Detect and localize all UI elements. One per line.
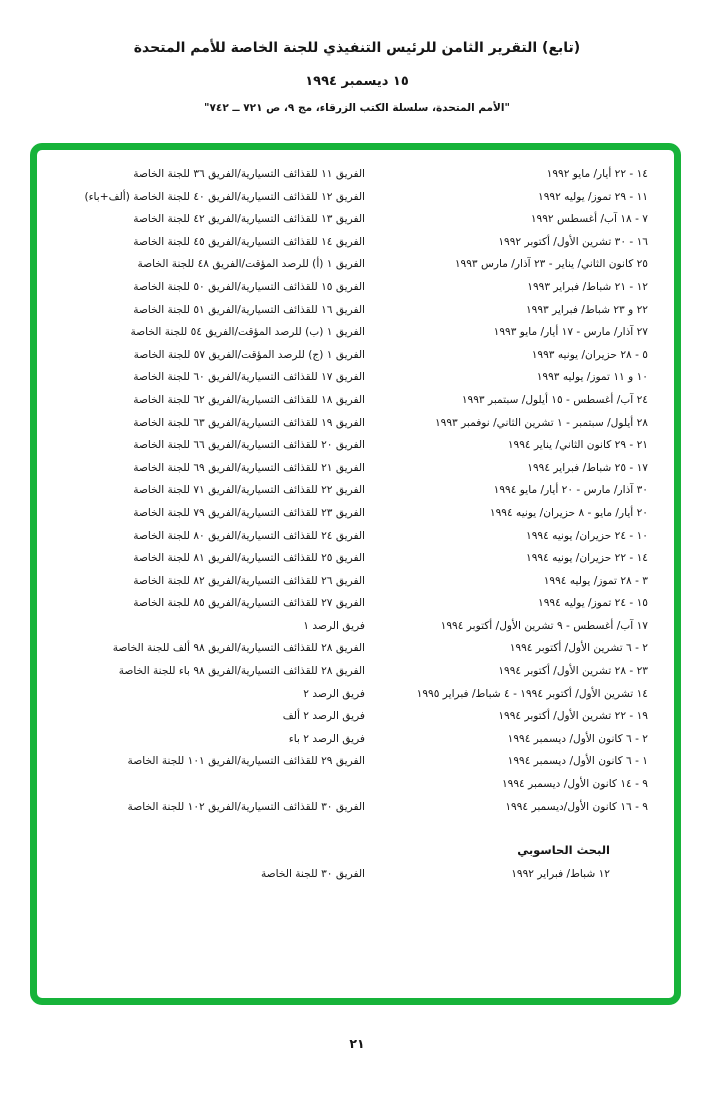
team-cell: الفريق ١٤ للقذائف التسيارية/الفريق ٤٥ للجنة الخاصة: [133, 235, 365, 248]
date-cell: ١٦ - ٣٠ تشرين الأول/ أكتوبر ١٩٩٢: [498, 235, 648, 248]
date-cell: ٢ - ٦ تشرين الأول/ أكتوبر ١٩٩٤: [509, 642, 648, 655]
content-border-box: [30, 143, 681, 1005]
table-row: [49, 637, 648, 660]
table-row: [49, 863, 648, 886]
date-cell: ١٤ - ٢٢ حزيران/ يونيه ١٩٩٤: [526, 552, 648, 565]
team-cell: الفريق ١٣ للقذائف التسيارية/الفريق ٤٢ للجنة الخاصة: [133, 213, 365, 226]
page-title: (تابع) التقرير الثامن للرئيس التنفيذي للجنة الخاصة للأمم المتحدة: [133, 40, 581, 56]
date-cell: ١٢ - ٢١ شباط/ فبراير ١٩٩٣: [527, 280, 648, 293]
report-date: ١٥ ديسمبر ١٩٩٤: [305, 73, 409, 89]
date-cell: ٢٠ أيار/ مايو - ٨ حزيران/ يونيه ١٩٩٤: [489, 506, 648, 519]
team-cell: الفريق ٢٨ للقذائف التسيارية/الفريق ٩٨ ألف للجنة الخاصة: [112, 642, 365, 655]
table-row: [49, 728, 648, 751]
inspection-teams-table: [49, 163, 648, 818]
date-cell: ١٩ - ٢٢ تشرين الأول/ أكتوبر ١٩٩٤: [498, 710, 648, 723]
team-cell: الفريق ٢٤ للقذائف التسيارية/الفريق ٨٠ للجنة الخاصة: [133, 529, 365, 542]
team-cell: فريق الرصد ٢ ألف: [282, 710, 365, 723]
table-row: [49, 796, 648, 819]
date-cell: ١٧ - ٢٥ شباط/ فبراير ١٩٩٤: [527, 461, 648, 474]
date-cell: ٢٥ كانون الثاني/ يناير - ٢٣ آذار/ مارس ١٩٩٣: [454, 258, 648, 271]
table-row: [49, 615, 648, 638]
table-row: [49, 457, 648, 480]
table-row: [49, 773, 648, 796]
date-cell: ٢ - ٦ كانون الأول/ ديسمبر ١٩٩٤: [507, 732, 648, 745]
date-cell: ٩ - ١٦ كانون الأول/ديسمبر ١٩٩٤: [505, 800, 648, 813]
table-row: [49, 186, 648, 209]
team-cell: الفريق ٢١ للقذائف التسيارية/الفريق ٦٩ للجنة الخاصة: [133, 461, 365, 474]
date-cell: ٢٨ أيلول/ سبتمبر - ١ تشرين الثاني/ نوفمبر ١٩٩٣: [434, 416, 648, 429]
date-cell: ٢١ - ٢٩ كانون الثاني/ يناير ١٩٩٤: [507, 439, 648, 452]
team-cell: الفريق ١٧ للقذائف التسيارية/الفريق ٦٠ للجنة الخاصة: [133, 371, 365, 384]
date-cell: ٢٢ و ٢٣ شباط/ فبراير ١٩٩٣: [525, 303, 648, 316]
table-row: [49, 592, 648, 615]
team-cell: الفريق ٣٠ للقذائف التسيارية/الفريق ١٠٢ للجنة الخاصة: [127, 800, 365, 813]
date-cell: ٣٠ آذار/ مارس - ٢٠ أيار/ مايو ١٩٩٤: [493, 484, 648, 497]
team-cell: الفريق ١ (ب) للرصد المؤقت/الفريق ٥٤ للجنة الخاصة: [130, 326, 365, 339]
table-row: [49, 705, 648, 728]
table-row: [49, 525, 648, 548]
team-cell: الفريق ١١ للقذائف التسيارية/الفريق ٣٦ للجنة الخاصة: [133, 168, 365, 180]
team-cell: الفريق ١٢ للقذائف التسيارية/الفريق ٤٠ للجنة الخاصة (ألف+باء): [84, 190, 365, 203]
table-row: [49, 321, 648, 344]
team-cell: الفريق ٢٠ للقذائف التسيارية/الفريق ٦٦ للجنة الخاصة: [133, 439, 365, 452]
date-cell: ١٠ و ١١ تموز/ يوليه ١٩٩٣: [536, 371, 648, 384]
table-row: [49, 479, 648, 502]
date-cell: ١٤ تشرين الأول/ أكتوبر ١٩٩٤ - ٤ شباط/ فبراير ١٩٩٥: [416, 687, 648, 700]
date-cell: ١٥ - ٢٤ تموز/ يوليه ١٩٩٤: [538, 597, 648, 610]
team-cell: الفريق ٢٨ للقذائف التسيارية/الفريق ٩٨ باء للجنة الخاصة: [118, 665, 365, 678]
team-cell: الفريق ٢٧ للقذائف التسيارية/الفريق ٨٥ للجنة الخاصة: [133, 597, 365, 610]
team-cell: الفريق ٣٠ للجنة الخاصة: [260, 868, 365, 881]
date-cell: ١٤ - ٢٢ أيار/ مايو ١٩٩٢: [546, 168, 648, 180]
team-cell: الفريق ٢٩ للقذائف التسيارية/الفريق ١٠١ للجنة الخاصة: [127, 755, 365, 768]
table-row: [49, 547, 648, 570]
date-cell: ١ - ٦ كانون الأول/ ديسمبر ١٩٩٤: [507, 755, 648, 768]
table-row: [49, 750, 648, 773]
computer-search-section-title: البحث الحاسوبي: [517, 843, 610, 858]
table-row: [49, 412, 648, 435]
team-cell: الفريق ١ (أ) للرصد المؤقت/الفريق ٤٨ للجنة الخاصة: [137, 258, 365, 271]
team-cell: الفريق ٢٥ للقذائف التسيارية/الفريق ٨١ للجنة الخاصة: [133, 552, 365, 565]
team-cell: الفريق ١٩ للقذائف التسيارية/الفريق ٦٣ للجنة الخاصة: [133, 416, 365, 429]
team-cell: الفريق ١٨ للقذائف التسيارية/الفريق ٦٢ للجنة الخاصة: [133, 393, 365, 406]
table-row: [49, 231, 648, 254]
date-cell: ٢٣ - ٢٨ تشرين الأول/ أكتوبر ١٩٩٤: [498, 665, 648, 678]
table-row: [49, 366, 648, 389]
date-cell: ١٢ شباط/ فبراير ١٩٩٢: [511, 868, 610, 881]
date-cell: ٣ - ٢٨ تموز/ يوليه ١٩٩٤: [543, 574, 648, 587]
table-row: [49, 570, 648, 593]
team-cell: الفريق ٢٣ للقذائف التسيارية/الفريق ٧٩ للجنة الخاصة: [133, 506, 365, 519]
table-row: [49, 389, 648, 412]
team-cell: فريق الرصد ١: [303, 619, 365, 632]
team-cell: فريق الرصد ٢ باء: [288, 732, 365, 745]
date-cell: ٢٤ آب/ أغسطس - ١٥ أيلول/ سبتمبر ١٩٩٣: [461, 393, 648, 406]
date-cell: ٧ - ١٨ آب/ أغسطس ١٩٩٢: [530, 213, 648, 226]
document-header: [0, 40, 714, 114]
table-row: [49, 163, 648, 186]
page-number: ٢١: [349, 1036, 365, 1051]
team-cell: الفريق ٢٦ للقذائف التسيارية/الفريق ٨٢ للجنة الخاصة: [133, 574, 365, 587]
team-cell: الفريق ١٥ للقذائف التسيارية/الفريق ٥٠ للجنة الخاصة: [133, 280, 365, 293]
table-row: [49, 434, 648, 457]
team-cell: فريق الرصد ٢: [303, 687, 365, 700]
computer-search-table: [49, 863, 648, 886]
table-row: [49, 660, 648, 683]
table-row: [49, 253, 648, 276]
table-row: [49, 276, 648, 299]
team-cell: الفريق ١ (ج) للرصد المؤقت/الفريق ٥٧ للجنة الخاصة: [133, 348, 365, 361]
date-cell: ٢٧ آذار/ مارس - ١٧ أيار/ مايو ١٩٩٣: [493, 326, 648, 339]
team-cell: الفريق ٢٢ للقذائف التسيارية/الفريق ٧١ للجنة الخاصة: [133, 484, 365, 497]
table-row: [49, 683, 648, 706]
date-cell: ١٠ - ٢٤ حزيران/ يونيه ١٩٩٤: [526, 529, 648, 542]
table-row: [49, 502, 648, 525]
table-row: [49, 299, 648, 322]
date-cell: ١١ - ٢٩ تموز/ يوليه ١٩٩٢: [538, 190, 648, 203]
date-cell: ٥ - ٢٨ حزيران/ يونيه ١٩٩٣: [531, 348, 648, 361]
table-row: [49, 344, 648, 367]
source-citation: "الأمم المتحدة، سلسلة الكتب الزرقاء، مج ٩، ص ٧٢١ ــ ٧٤٢": [204, 101, 510, 114]
date-cell: ٩ - ١٤ كانون الأول/ ديسمبر ١٩٩٤: [501, 778, 648, 791]
date-cell: ١٧ آب/ أغسطس - ٩ تشرين الأول/ أكتوبر ١٩٩٤: [440, 619, 648, 632]
team-cell: الفريق ١٦ للقذائف التسيارية/الفريق ٥١ للجنة الخاصة: [133, 303, 365, 316]
table-row: [49, 208, 648, 231]
